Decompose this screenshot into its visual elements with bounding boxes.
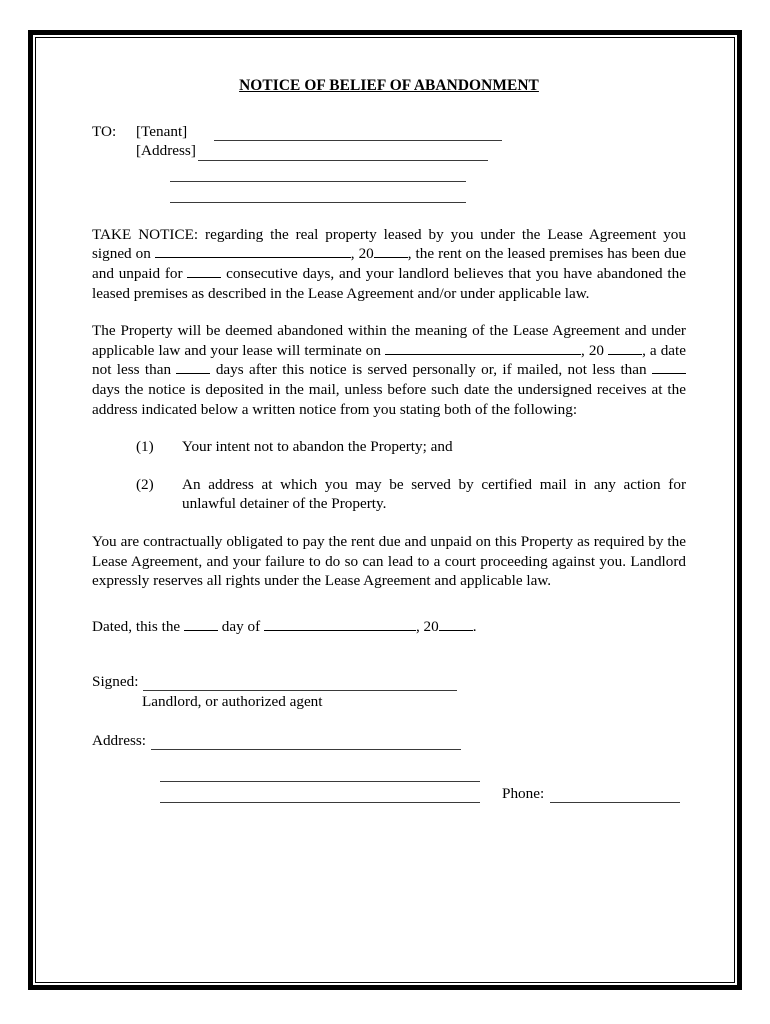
recipient-address-row-3 (92, 182, 686, 203)
signature-spacer (92, 712, 686, 729)
dated-year-prefix: , 20 (415, 617, 439, 635)
recipient-address-row-2 (92, 161, 686, 182)
phone-number-blank[interactable] (550, 788, 680, 803)
list-item-marker-2: (2) (136, 475, 154, 493)
tenant-name-blank[interactable] (214, 126, 502, 141)
deemed-text-2: , 20 (580, 341, 609, 359)
deemed-text-4: days after this notice is served personally or, if mailed, not less than (210, 361, 652, 379)
list-item-text-1: Your intent not to abandon the Property; and (182, 438, 453, 456)
document-page-border (28, 30, 742, 990)
signature-block (92, 670, 686, 803)
signed-caption: Landlord, or authorized agent (142, 693, 323, 711)
recipient-address-row (92, 141, 686, 161)
document-page-inner-border (35, 37, 735, 983)
landlord-address-blank-2[interactable] (160, 767, 480, 782)
take-notice-text-3: , the rent on the leased premises has been due and unpaid for (92, 245, 687, 282)
address-label: [Address] (136, 142, 196, 160)
numbered-conditions-list (92, 437, 686, 514)
deemed-text-5: days the notice is deposited in the mail, unless before such date the undersigned receives at the address indicated below a written notice from you stating both of the following: (92, 380, 686, 418)
personal-service-days-blank[interactable] (176, 360, 210, 374)
deemed-text-1: The Property will be deemed abandoned within the meaning of the Lease Agreement and under applicable law and your lease will terminate on (92, 322, 686, 359)
address-label: Address: (92, 731, 146, 749)
signed-row (92, 670, 686, 691)
dated-suffix: . (472, 617, 477, 635)
address-spacer (92, 750, 686, 761)
list-item-text-2: An address at which you may be served by certified mail in any action for unlawful detainer of the Property. (182, 475, 686, 513)
termination-year-blank[interactable] (608, 341, 642, 355)
recipient-tenant-row (92, 122, 686, 142)
tenant-address-blank-1[interactable] (198, 146, 488, 161)
address-row-1 (92, 729, 686, 750)
to-label: TO: (92, 122, 117, 140)
take-notice-text-2: , 20 (350, 245, 374, 263)
recipient-block (92, 122, 686, 203)
paragraph-take-notice (92, 225, 686, 303)
list-item-marker-1: (1) (136, 438, 154, 456)
tenant-label: [Tenant] (136, 122, 188, 140)
paragraph-obligation: You are contractually obligated to pay the rent due and unpaid on this Property as required by the Lease Agreement, and your failure to do so can lead to a court proceeding against you. Landlord expressly reserves all rights under the Lease Agreement and applicable law. (92, 532, 686, 590)
tenant-address-blank-2[interactable] (170, 167, 466, 182)
termination-date-blank[interactable] (385, 341, 581, 355)
document-title: NOTICE OF BELIEF OF ABANDONMENT (239, 77, 539, 94)
lease-signed-date-blank[interactable] (155, 244, 351, 258)
dated-line (92, 617, 686, 637)
address-row-3 (92, 782, 686, 803)
deemed-text-3: , a date not less than (92, 341, 686, 379)
list-item (92, 475, 686, 514)
document-body (92, 76, 686, 803)
address-row-2 (92, 761, 686, 782)
dated-day-blank[interactable] (184, 617, 218, 631)
lease-signed-year-blank[interactable] (374, 244, 408, 258)
dated-year-blank[interactable] (439, 617, 473, 631)
dated-prefix: Dated, this the (92, 617, 184, 635)
tenant-address-blank-3[interactable] (170, 188, 466, 203)
take-notice-text-1: TAKE NOTICE: regarding the real property leased by you under the Lease Agreement you signed on (92, 225, 686, 263)
dated-month-blank[interactable] (264, 617, 416, 631)
landlord-address-blank-3[interactable] (160, 788, 480, 803)
phone-label: Phone: (502, 784, 545, 802)
landlord-address-blank-1[interactable] (151, 735, 461, 750)
signature-blank[interactable] (143, 676, 457, 691)
take-notice-text-4: consecutive days, and your landlord believes that you have abandoned the leased premises as described in the Lease Agreement and/or under applicable law. (92, 264, 686, 302)
signed-label: Signed: (92, 672, 139, 690)
dated-middle: day of (217, 617, 264, 635)
mailed-service-days-blank[interactable] (652, 360, 686, 374)
unpaid-days-blank[interactable] (187, 264, 221, 278)
list-item (92, 437, 686, 457)
paragraph-deemed-abandoned (92, 321, 686, 419)
